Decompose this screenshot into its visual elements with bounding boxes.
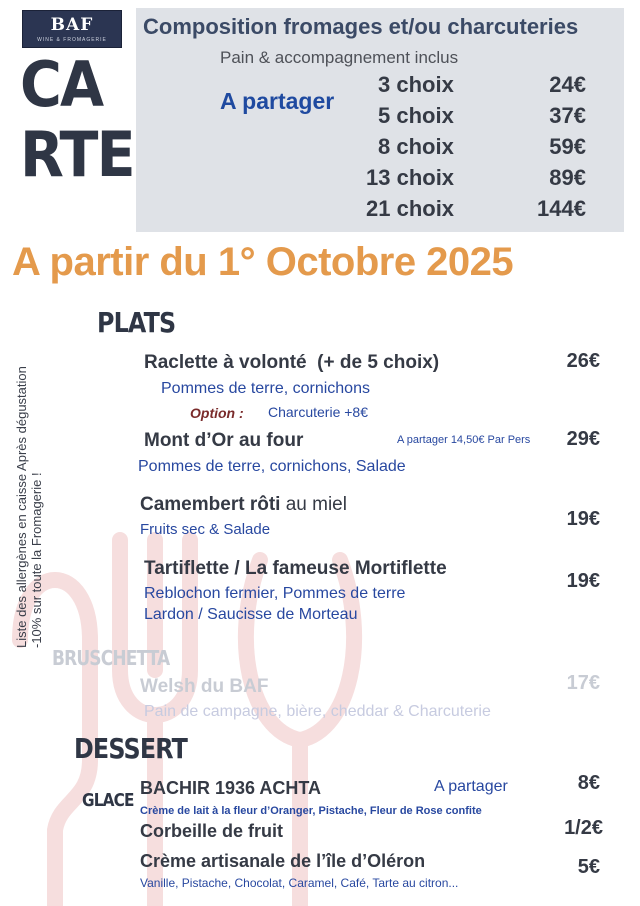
- choice-label: 8 choix: [378, 134, 454, 159]
- date-banner: A partir du 1° Octobre 2025: [12, 240, 514, 284]
- side-note-line2: -10% sur toute la Fromagerie !: [29, 472, 44, 648]
- dish-description: Lardon / Saucisse de Morteau: [144, 606, 358, 623]
- section-title-plats: PLATS: [97, 306, 176, 339]
- carte-title-line2: RTE: [20, 118, 134, 191]
- dish-description: Fruits sec & Salade: [140, 521, 271, 538]
- dish-name: Mont d’Or au four: [144, 430, 304, 451]
- choice-label: 21 choix: [366, 196, 455, 221]
- logo-tagline: WINE & FROMAGERIE: [37, 37, 107, 43]
- composition-subtitle: Pain & accompagnement inclus: [220, 48, 459, 67]
- dessert-price: 1/2€: [564, 817, 603, 839]
- dish-name: [140, 494, 347, 516]
- option-label: Option :: [190, 405, 244, 421]
- choice-price: 59€: [549, 134, 586, 159]
- dish-price: 19€: [566, 570, 600, 592]
- dish-note: A partager 14,50€ Par Pers: [397, 434, 531, 446]
- dish-description: Pommes de terre, cornichons, Salade: [138, 458, 406, 475]
- dish-price: 17€: [566, 672, 600, 694]
- choice-price: 144€: [537, 196, 586, 221]
- option-text: Charcuterie +8€: [268, 404, 369, 420]
- carte-title-line1: CA: [20, 48, 103, 121]
- choice-price: 24€: [549, 72, 586, 97]
- dish-description: Reblochon fermier, Pommes de terre: [144, 585, 406, 602]
- dish-description: Pommes de terre, cornichons: [161, 380, 370, 397]
- glace-label: GLACE: [82, 790, 134, 811]
- section-title-dessert: DESSERT: [74, 732, 188, 765]
- dessert-description: Crème de lait à la fleur d’Oranger, Pistache, Fleur de Rose confite: [140, 805, 482, 817]
- side-note: [14, 318, 54, 648]
- choice-price: 37€: [549, 103, 586, 128]
- dish-price: 29€: [566, 428, 600, 450]
- dessert-price: 8€: [577, 772, 600, 794]
- dish-name: [144, 352, 439, 374]
- dessert-name: Crème artisanale de l’île d’Oléron: [140, 851, 426, 871]
- dish-price: 19€: [566, 508, 600, 530]
- section-title-bruschetta: BRUSCHETTA: [52, 646, 170, 670]
- choice-label: 13 choix: [366, 165, 455, 190]
- choice-price: 89€: [549, 165, 586, 190]
- logo-name: BAF: [50, 15, 94, 35]
- dish-name-main: Raclette à volonté: [144, 352, 307, 373]
- composition-title: Composition fromages et/ou charcuteries: [143, 14, 579, 39]
- dish-name-rest: au miel: [280, 494, 347, 515]
- dish-name: Welsh du BAF: [140, 676, 269, 697]
- share-label: A partager: [220, 88, 335, 114]
- side-note-line1: Liste des allergènes en caisse Après dégustation: [14, 366, 29, 648]
- dish-name-bold: Camembert rôti: [140, 494, 281, 515]
- dish-name-extra: (+ de 5 choix): [317, 352, 440, 373]
- dish-price: 26€: [566, 350, 600, 372]
- dish-description: Pain de campagne, bière, cheddar & Charcuterie: [144, 703, 491, 720]
- dessert-description: Vanille, Pistache, Chocolat, Caramel, Café, Tarte au citron...: [140, 876, 459, 890]
- dessert-name: BACHIR 1936 ACHTA: [140, 778, 322, 798]
- dish-name: Tartiflette / La fameuse Mortiflette: [144, 558, 447, 579]
- dessert-name: Corbeille de fruit: [140, 821, 284, 841]
- dessert-note: A partager: [434, 778, 508, 795]
- choice-label: 5 choix: [378, 103, 454, 128]
- dessert-price: 5€: [577, 856, 600, 878]
- choice-label: 3 choix: [378, 72, 454, 97]
- brand-logo: [22, 10, 122, 48]
